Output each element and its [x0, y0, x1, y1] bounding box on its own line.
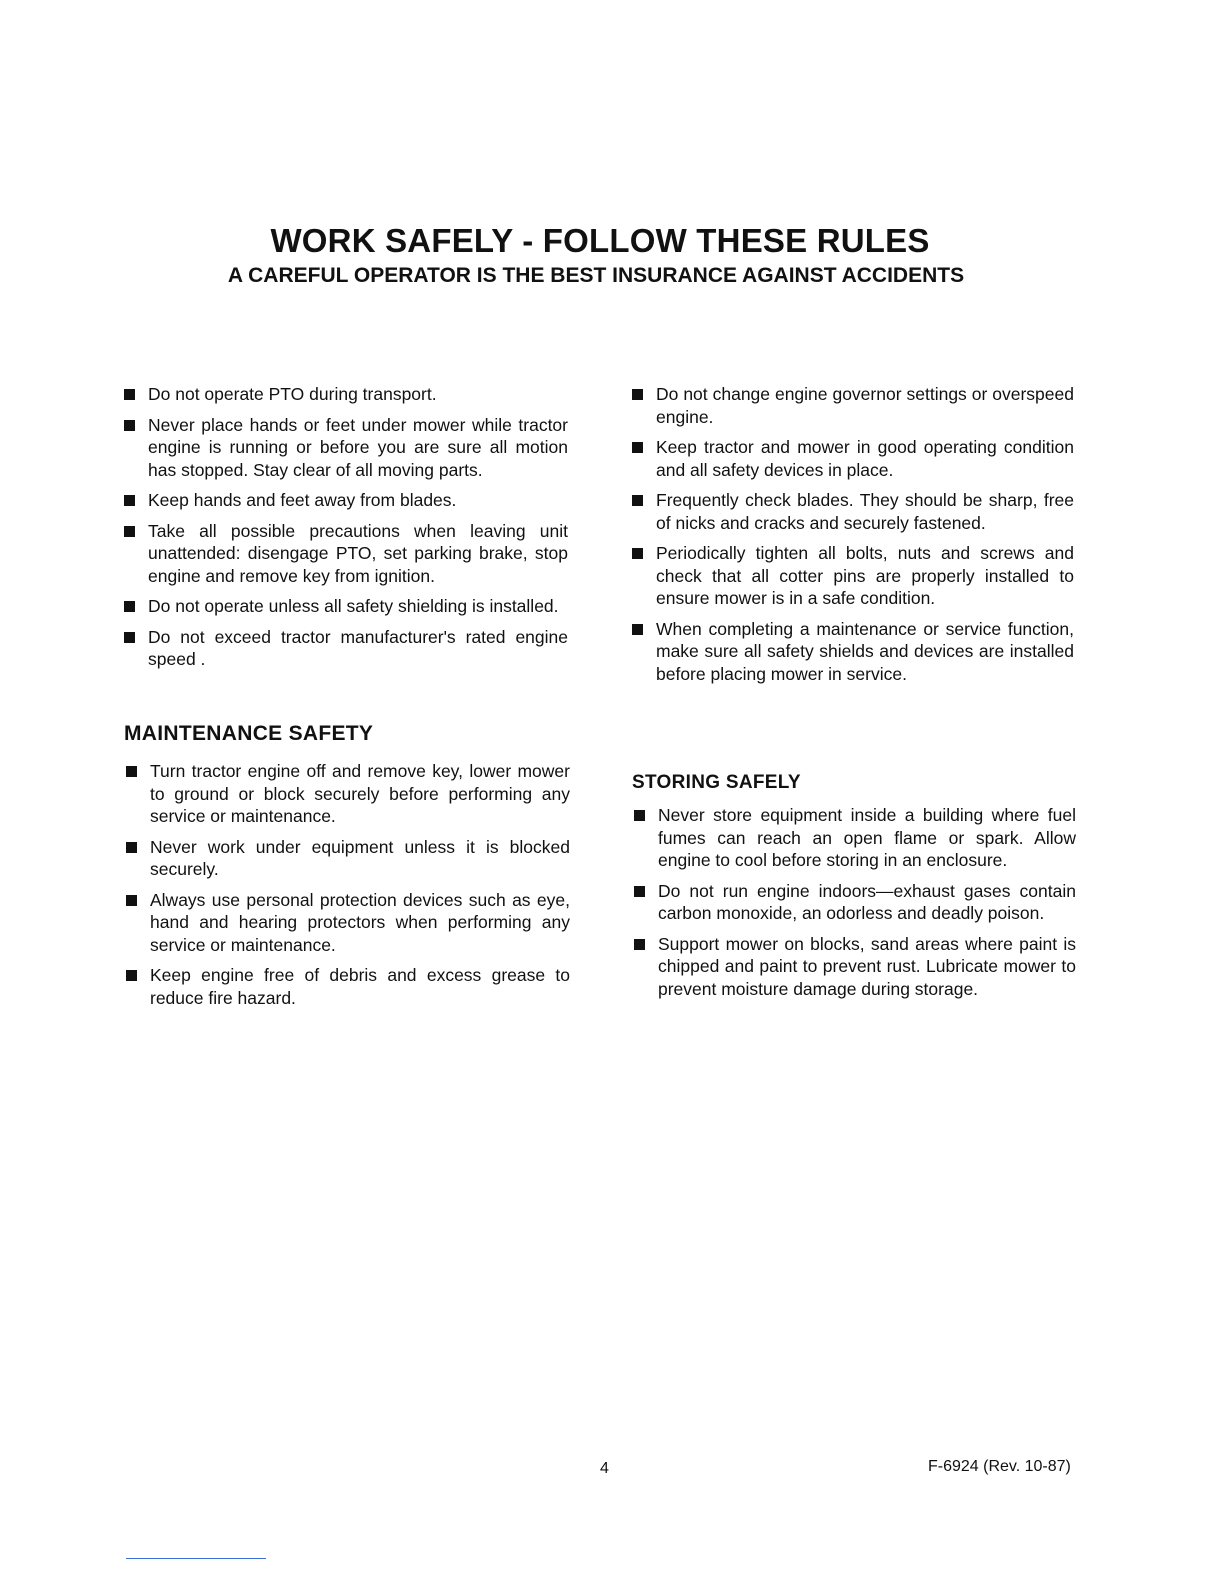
list-item [632, 804, 1076, 872]
rule-text: Support mower on blocks, sand areas where paint is chipped and paint to prevent rust. Lubricate mower to prevent moisture damage during storage. [658, 933, 1076, 999]
rule-text: Do not operate PTO during transport. [148, 384, 437, 404]
list-item [630, 383, 1074, 428]
square-bullet-icon [126, 895, 137, 906]
square-bullet-icon [632, 548, 643, 559]
square-bullet-icon [124, 389, 135, 400]
rule-list [630, 383, 1074, 685]
section-heading: STORING SAFELY [632, 772, 801, 793]
rule-list [632, 804, 1076, 1000]
section-heading: MAINTENANCE SAFETY [124, 722, 374, 745]
square-bullet-icon [634, 886, 645, 897]
list-item [124, 889, 570, 957]
rule-text: Never place hands or feet under mower while tractor engine is running or before you are sure all motion has stopped. Stay clear of all moving parts. [148, 414, 568, 480]
rule-text: Take all possible precautions when leaving unit unattended: disengage PTO, set parking brake, stop engine and remove key from ignition. [148, 520, 568, 586]
list-item [122, 626, 568, 671]
list-item [630, 618, 1074, 686]
rule-text: Do not run engine indoors—exhaust gases contain carbon monoxide, an odorless and deadly poison. [658, 880, 1076, 923]
square-bullet-icon [632, 624, 643, 635]
square-bullet-icon [124, 601, 135, 612]
square-bullet-icon [632, 495, 643, 506]
list-item [124, 836, 570, 881]
square-bullet-icon [124, 632, 135, 643]
footer-divider [126, 1558, 266, 1559]
rule-text: Keep tractor and mower in good operating condition and all safety devices in place. [656, 437, 1074, 480]
rule-text: Frequently check blades. They should be sharp, free of nicks and cracks and securely fastened. [656, 490, 1074, 533]
list-item [124, 964, 570, 1009]
page-title: WORK SAFELY - FOLLOW THESE RULES [270, 222, 930, 259]
square-bullet-icon [126, 842, 137, 853]
square-bullet-icon [632, 389, 643, 400]
rule-text: Periodically tighten all bolts, nuts and screws and check that all cotter pins are properly installed to ensure mower is in a safe condition. [656, 543, 1074, 608]
list-item [122, 383, 568, 406]
list-item [630, 489, 1074, 534]
square-bullet-icon [634, 939, 645, 950]
rule-text: Never store equipment inside a building where fuel fumes can reach an open flame or spark. Allow engine to cool before storing in an enclosure. [658, 805, 1076, 870]
list-item [122, 414, 568, 482]
rule-list [124, 760, 570, 1009]
rule-text: Turn tractor engine off and remove key, lower mower to ground or block securely before performing any service or maintenance. [150, 761, 570, 826]
square-bullet-icon [632, 442, 643, 453]
list-item [124, 760, 570, 828]
rule-text: Keep engine free of debris and excess grease to reduce fire hazard. [150, 965, 570, 1008]
list-item [630, 542, 1074, 610]
square-bullet-icon [126, 970, 137, 981]
rule-text: Never work under equipment unless it is blocked securely. [150, 836, 570, 879]
rule-text: Keep hands and feet away from blades. [148, 490, 457, 510]
rule-text: Do not operate unless all safety shielding is installed. [148, 596, 559, 616]
general-rules-left-column [122, 383, 568, 679]
square-bullet-icon [124, 420, 135, 431]
square-bullet-icon [124, 495, 135, 506]
square-bullet-icon [126, 766, 137, 777]
list-item [632, 933, 1076, 1001]
square-bullet-icon [634, 810, 645, 821]
rule-text: Do not change engine governor settings or overspeed engine. [656, 384, 1074, 427]
maintenance-safety-section [124, 722, 570, 1017]
rule-text: Do not exceed tractor manufacturer's rated engine speed . [148, 626, 568, 669]
list-item [122, 520, 568, 588]
rule-text: When completing a maintenance or service function, make sure all safety shields and devices are installed before placing mower in service. [656, 618, 1074, 684]
general-rules-right-column [630, 383, 1074, 693]
list-item [632, 880, 1076, 925]
list-item [122, 489, 568, 512]
rule-text: Always use personal protection devices such as eye, hand and hearing protectors when performing any service or maintenance. [150, 889, 570, 955]
square-bullet-icon [124, 526, 135, 537]
document-code: F-6924 (Rev. 10-87) [928, 1458, 1071, 1475]
page-subtitle: A CAREFUL OPERATOR IS THE BEST INSURANCE AGAINST ACCIDENTS [227, 264, 965, 287]
list-item [630, 436, 1074, 481]
page-number: 4 [600, 1460, 609, 1477]
list-item [122, 595, 568, 618]
rule-list [122, 383, 568, 671]
storing-safely-section [632, 772, 1076, 1008]
